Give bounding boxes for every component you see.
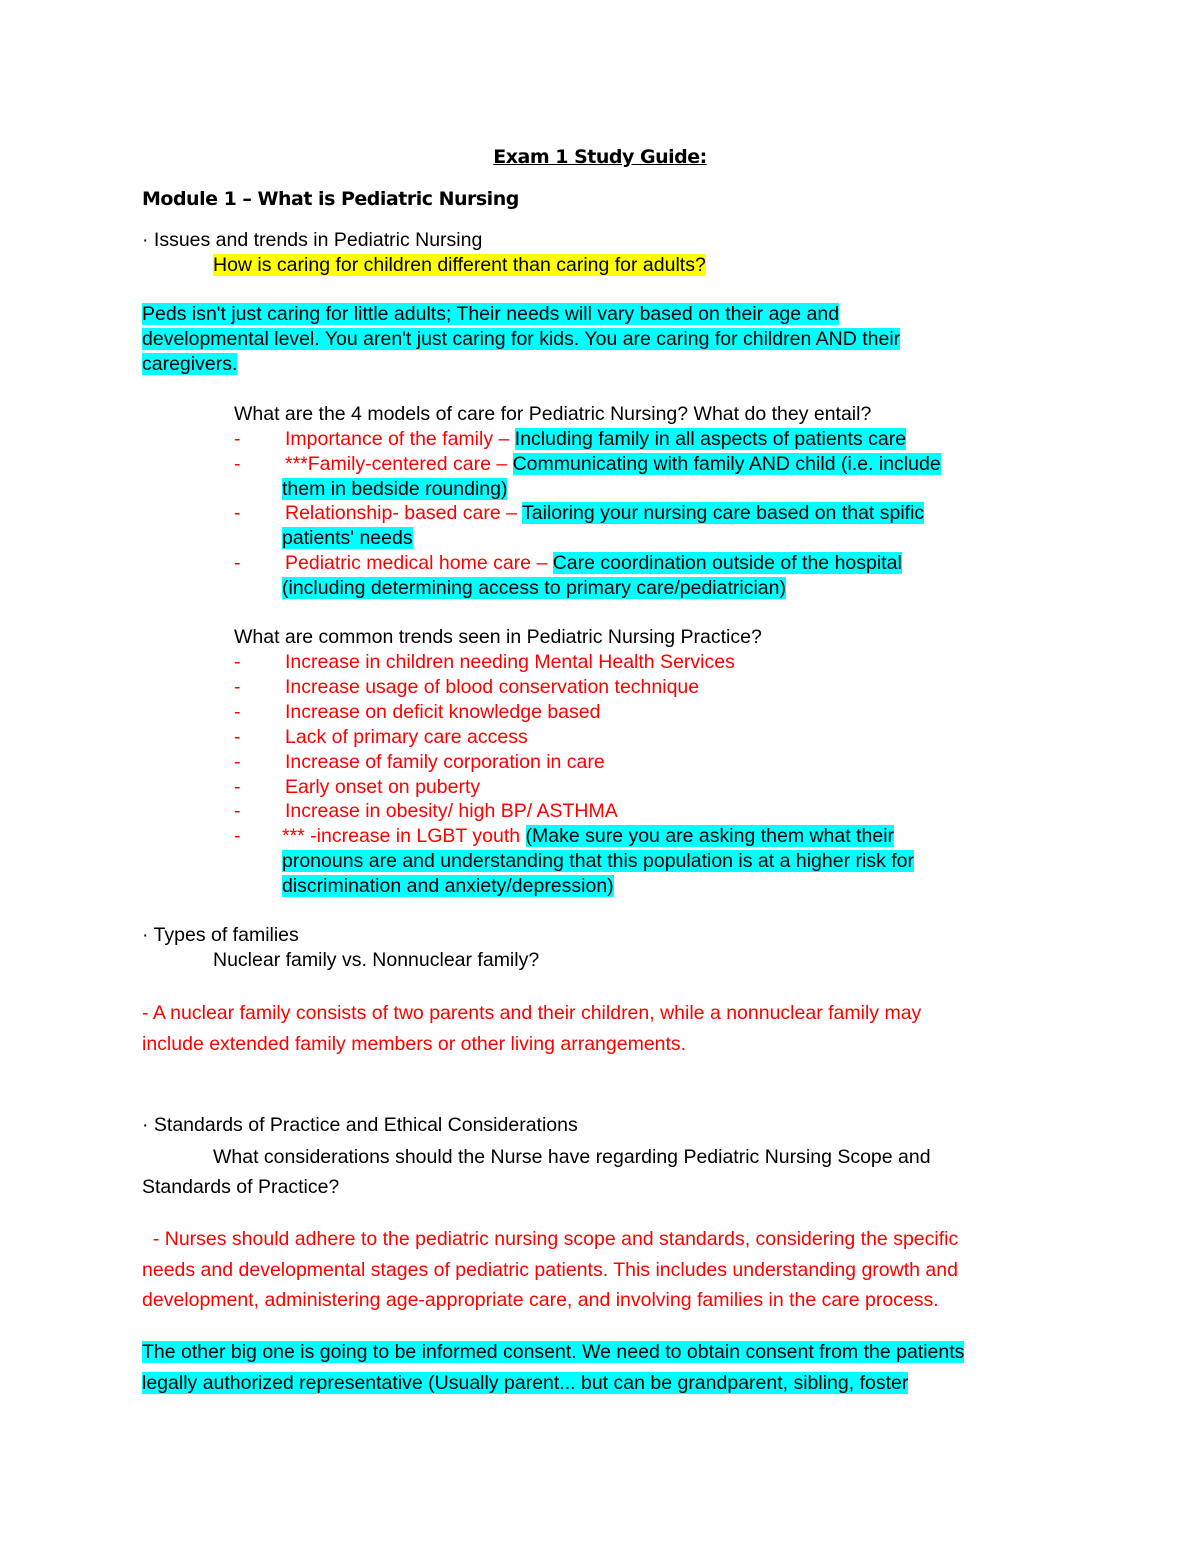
bullet-dash: -: [234, 726, 241, 748]
list-item: Pediatric medical home care – Care coordination outside of the hospital: [285, 552, 902, 574]
bullet-dash: -: [234, 453, 241, 475]
answer-line: - Nurses should adhere to the pediatric nursing scope and standards, considering the specific: [142, 1228, 959, 1250]
bullet-dash: -: [234, 701, 241, 723]
list-item-continuation: (including determining access to primary care/pediatrician): [282, 577, 786, 599]
bullet-dash: -: [234, 825, 241, 847]
bullet-dash: -: [234, 651, 241, 673]
module-heading: Module 1 – What is Pediatric Nursing: [142, 188, 519, 210]
bullet-dash: -: [234, 800, 241, 822]
question-nuclear: Nuclear family vs. Nonnuclear family?: [213, 949, 540, 971]
list-item: Increase of family corporation in care: [285, 751, 605, 773]
answer-line: Peds isn't just caring for little adults; Their needs will vary based on their age and: [142, 303, 840, 325]
list-item-continuation: patients' needs: [282, 527, 413, 549]
list-item: Relationship- based care – Tailoring your nursing care based on that spific: [285, 502, 925, 524]
consent-line: legally authorized representative (Usually parent... but can be grandparent, sibling, foster: [142, 1372, 909, 1394]
bullet-dash: -: [234, 776, 241, 798]
list-item: Increase in obesity/ high BP/ ASTHMA: [285, 800, 618, 822]
list-item: ***Family-centered care – Communicating with family AND child (i.e. include: [285, 453, 941, 475]
answer-line: needs and developmental stages of pediatric patients. This includes understanding growth and: [142, 1259, 958, 1281]
list-item: Importance of the family – Including family in all aspects of patients care: [285, 428, 907, 450]
highlighted-question: How is caring for children different than caring for adults?: [213, 254, 706, 276]
list-item-continuation: discrimination and anxiety/depression): [282, 875, 614, 897]
consent-line: The other big one is going to be informed consent. We need to obtain consent from the patients: [142, 1341, 965, 1363]
question-standards: What considerations should the Nurse have regarding Pediatric Nursing Scope and: [213, 1146, 931, 1168]
list-item-continuation: them in bedside rounding): [282, 478, 508, 500]
list-item: Increase on deficit knowledge based: [285, 701, 601, 723]
list-item: Early onset on puberty: [285, 776, 481, 798]
answer-line: development, administering age-appropriate care, and involving families in the care process.: [142, 1289, 939, 1311]
bullet-dash: -: [234, 552, 241, 574]
bullet-dash: -: [234, 428, 241, 450]
question-trends: What are common trends seen in Pediatric Nursing Practice?: [234, 626, 762, 648]
answer-line: caregivers.: [142, 353, 238, 375]
answer-line: developmental level. You aren't just caring for kids. You are caring for children AND their: [142, 328, 901, 350]
list-item-continuation: pronouns are and understanding that this population is at a higher risk for: [282, 850, 914, 872]
answer-line: include extended family members or other living arrangements.: [142, 1033, 687, 1055]
question-models: What are the 4 models of care for Pediatric Nursing? What do they entail?: [234, 403, 872, 425]
question-caring: [213, 253, 706, 278]
document-title: Exam 1 Study Guide:: [493, 146, 707, 168]
section-heading-standards: · Standards of Practice and Ethical Considerations: [142, 1114, 578, 1136]
list-item: *** -increase in LGBT youth (Make sure you are asking them what their: [282, 825, 895, 847]
bullet-dash: -: [234, 502, 241, 524]
list-item: Increase in children needing Mental Health Services: [285, 651, 735, 673]
question-standards-continuation: Standards of Practice?: [142, 1176, 340, 1198]
answer-line: - A nuclear family consists of two parents and their children, while a nonnuclear family may: [142, 1002, 922, 1024]
bullet-dash: -: [234, 751, 241, 773]
section-heading-families: · Types of families: [142, 924, 299, 946]
bullet-dash: -: [234, 676, 241, 698]
list-item: Increase usage of blood conservation technique: [285, 676, 700, 698]
list-item: Lack of primary care access: [285, 726, 528, 748]
section-heading-issues: · Issues and trends in Pediatric Nursing: [142, 229, 483, 251]
